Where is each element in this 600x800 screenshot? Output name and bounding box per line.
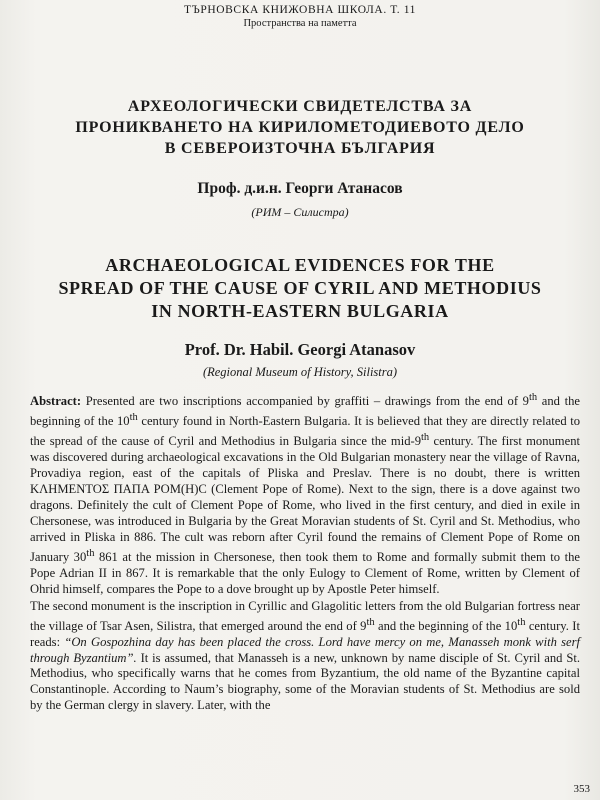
abstract-text: Presented are two inscriptions accompanied by graffiti – drawings from the end of 9: [81, 394, 529, 409]
title-en-line-1: ARCHAEOLOGICAL EVIDENCES FOR THE: [105, 255, 495, 275]
running-head: [0, 3, 600, 30]
superscript: th: [528, 392, 538, 403]
author-english: Prof. Dr. Habil. Georgi Atanasov: [184, 340, 416, 359]
title-en-line-3: IN NORTH-EASTERN BULGARIA: [151, 301, 449, 321]
abstract-text: 861 at the mission in Chersonese, then took them to Rome and formally submit them to the Pope Adrian II in 867. It is remarkable that the only Eulogy to Clement of Rome, written by Clement of Ohrid himself, compares the Pope to a dove brought up by Apostle Peter himself.: [30, 549, 580, 596]
superscript: th: [86, 547, 95, 559]
superscript: th: [517, 616, 526, 628]
inscription-quote: “On Gospozhina day has been placed the cross. Lord have mercy on me, Manasseh monk with serf through Byzantium”.: [30, 634, 581, 665]
abstract-label: Abstract:: [30, 394, 82, 409]
superscript: th: [421, 432, 430, 444]
superscript: th: [366, 616, 375, 628]
title-bg-line-3: В СЕВЕРОИЗТОЧНА БЪЛГАРИЯ: [164, 140, 436, 157]
abstract-text: The second monument is the inscription in Cyrillic and Glagolitic letters from the old Bulgarian fortress near the village of Tsar Asen, Silistra, that emerged around the end of 9: [30, 598, 580, 633]
abstract-text: and the beginning of the 10: [30, 394, 580, 429]
abstract-body: [30, 390, 580, 714]
journal-section: Пространства на паметта: [243, 18, 357, 29]
title-en-line-2: SPREAD OF THE CAUSE OF CYRIL AND METHODIUS: [58, 278, 542, 298]
abstract-text: century. The first monument was discovered during archaeological excavations in the Old Bulgarian monastery near the village of Ravna, Provadiya region, east of the capitals of Pliska and Preslav. There is no doubt, there is written ΚΛΗΜΕΝΤΟΣ ΠΑΠΑ ΡΟΜ(Η)C (Clement Pope of Rome). Next to the sign, there is a dove against two dragons. Definitely the cult of Clement Pope of Rome, who lived in the first century, and died in exile in Chersonese, was introduced in Bulgaria by the Great Moravian students of St. Cyril and St. Methodius, who arrived in Pliska in 886. The cult was reborn after Cyril found the remains of Clement Pope of Rome on January 30: [30, 434, 580, 564]
title-bg-line-1: АРХЕОЛОГИЧЕСКИ СВИДЕТЕЛСТВА ЗА: [127, 98, 473, 115]
superscript: th: [129, 412, 138, 424]
abstract-text: It is assumed, that Manasseh is a new, unknown by name disciple of St. Cyril and St. Methodius, who specifically warns that he comes from Byzantium, the old name of the Byzantine capital Constantinople. According to Naum’s biography, some of the Moravian students of St. Methodius are sold by the German clergy in slavery. Later, with the: [30, 650, 581, 713]
abstract-text: century found in North-Eastern Bulgaria. It is believed that they are directly related to the spread of the cause of Cyril and Methodius in Bulgaria since the mid-9: [30, 414, 580, 449]
affiliation-bulgarian: (РИМ – Силистра): [251, 205, 349, 219]
title-english: [0, 254, 600, 323]
page-number: 353: [573, 783, 590, 795]
journal-title: ТЪРНОВСКА КНИЖОВНА ШКОЛА. Т. 11: [184, 4, 416, 16]
author-bulgarian: Проф. д.и.н. Георги Атанасов: [197, 180, 403, 197]
title-bulgarian: [0, 96, 600, 159]
affiliation-english: (Regional Museum of History, Silistra): [202, 365, 398, 379]
abstract-paragraph-2: [30, 599, 580, 715]
abstract-text: century. It reads:: [30, 618, 580, 649]
abstract-text: and the beginning of the 10: [374, 618, 518, 633]
abstract-paragraph-1: [30, 390, 580, 598]
title-bg-line-2: ПРОНИКВАНЕТО НА КИРИЛОМЕТОДИЕВОТО ДЕЛО: [75, 119, 525, 136]
